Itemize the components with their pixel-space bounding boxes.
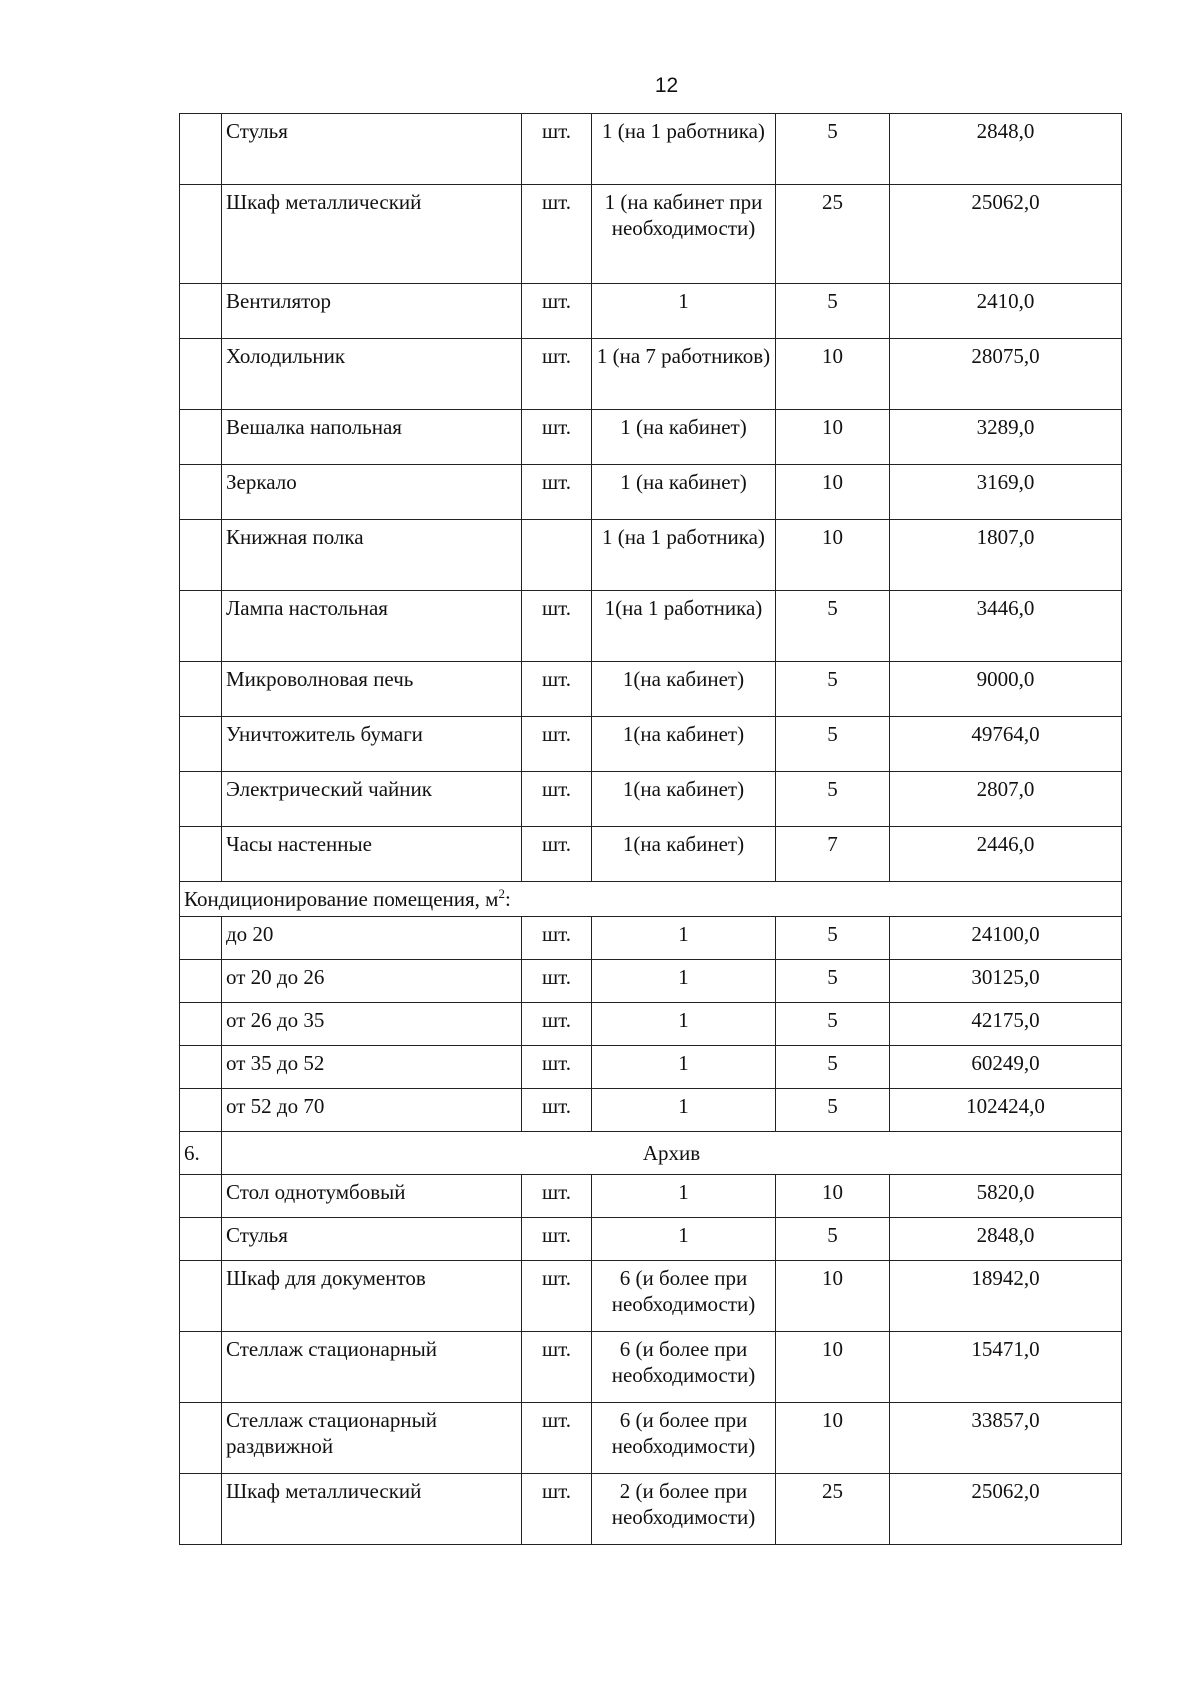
item-name: от 26 до 35 <box>222 1003 522 1046</box>
item-name: Шкаф металлический <box>222 185 522 284</box>
item-service-life: 5 <box>776 917 890 960</box>
table-row <box>180 520 1122 591</box>
equipment-table <box>179 113 1122 1545</box>
item-norm: 1 <box>592 1218 776 1261</box>
item-service-life: 5 <box>776 662 890 717</box>
item-unit: шт. <box>522 917 592 960</box>
item-name: Стулья <box>222 114 522 185</box>
item-price: 9000,0 <box>890 662 1122 717</box>
item-name: Шкаф для документов <box>222 1261 522 1332</box>
table-row <box>180 410 1122 465</box>
item-price: 3169,0 <box>890 465 1122 520</box>
item-price: 2807,0 <box>890 772 1122 827</box>
item-norm: 2 (и более при необходимости) <box>592 1474 776 1545</box>
item-norm: 1(на кабинет) <box>592 772 776 827</box>
item-price: 3289,0 <box>890 410 1122 465</box>
item-name: Зеркало <box>222 465 522 520</box>
item-service-life: 5 <box>776 284 890 339</box>
table-row <box>180 185 1122 284</box>
item-unit: шт. <box>522 1332 592 1403</box>
row-number-cell <box>180 717 222 772</box>
item-unit: шт. <box>522 827 592 882</box>
item-unit: шт. <box>522 410 592 465</box>
row-number-cell <box>180 1175 222 1218</box>
table-row <box>180 591 1122 662</box>
row-number-cell <box>180 1089 222 1132</box>
item-unit: шт. <box>522 284 592 339</box>
row-number-cell <box>180 772 222 827</box>
row-number-cell <box>180 284 222 339</box>
item-norm: 6 (и более при необходимости) <box>592 1261 776 1332</box>
item-norm: 1(на кабинет) <box>592 662 776 717</box>
row-number-cell <box>180 960 222 1003</box>
item-service-life: 10 <box>776 1332 890 1403</box>
table-row <box>180 284 1122 339</box>
item-name: Стеллаж стационарный раздвижной <box>222 1403 522 1474</box>
item-service-life: 5 <box>776 772 890 827</box>
item-service-life: 10 <box>776 465 890 520</box>
item-price: 24100,0 <box>890 917 1122 960</box>
item-unit: шт. <box>522 1218 592 1261</box>
item-name: от 52 до 70 <box>222 1089 522 1132</box>
item-unit: шт. <box>522 1089 592 1132</box>
item-unit: шт. <box>522 662 592 717</box>
item-name: Электрический чайник <box>222 772 522 827</box>
conditioning-heading-row <box>180 882 1122 917</box>
item-unit: шт. <box>522 717 592 772</box>
item-service-life: 10 <box>776 520 890 591</box>
row-number-cell <box>180 1403 222 1474</box>
item-service-life: 5 <box>776 1089 890 1132</box>
item-norm: 1 <box>592 1046 776 1089</box>
item-price: 2848,0 <box>890 114 1122 185</box>
item-name: от 35 до 52 <box>222 1046 522 1089</box>
item-service-life: 5 <box>776 1218 890 1261</box>
table-row <box>180 1403 1122 1474</box>
row-number-cell <box>180 591 222 662</box>
item-price: 2848,0 <box>890 1218 1122 1261</box>
item-service-life: 10 <box>776 1261 890 1332</box>
row-number-cell <box>180 827 222 882</box>
item-unit: шт. <box>522 1261 592 1332</box>
item-name: Микроволновая печь <box>222 662 522 717</box>
item-price: 1807,0 <box>890 520 1122 591</box>
item-name: Шкаф металлический <box>222 1474 522 1545</box>
row-number-cell <box>180 339 222 410</box>
item-unit: шт. <box>522 339 592 410</box>
item-name: Вешалка напольная <box>222 410 522 465</box>
page-number: 12 <box>654 74 679 97</box>
item-price: 30125,0 <box>890 960 1122 1003</box>
item-price: 25062,0 <box>890 1474 1122 1545</box>
item-unit: шт. <box>522 1175 592 1218</box>
item-price: 42175,0 <box>890 1003 1122 1046</box>
item-price: 2446,0 <box>890 827 1122 882</box>
item-price: 28075,0 <box>890 339 1122 410</box>
row-number-cell <box>180 520 222 591</box>
section-number: 6. <box>180 1132 222 1175</box>
item-norm: 1(на кабинет) <box>592 717 776 772</box>
item-service-life: 10 <box>776 410 890 465</box>
row-number-cell <box>180 185 222 284</box>
item-name: Вентилятор <box>222 284 522 339</box>
row-number-cell <box>180 917 222 960</box>
item-norm: 1(на 1 работника) <box>592 591 776 662</box>
item-unit: шт. <box>522 1046 592 1089</box>
item-norm: 1 <box>592 284 776 339</box>
table-row <box>180 772 1122 827</box>
item-norm: 6 (и более при необходимости) <box>592 1403 776 1474</box>
row-number-cell <box>180 465 222 520</box>
conditioning-heading-suffix: : <box>504 887 511 911</box>
item-price: 5820,0 <box>890 1175 1122 1218</box>
table-row <box>180 1175 1122 1218</box>
table-row <box>180 1046 1122 1089</box>
item-name: Уничтожитель бумаги <box>222 717 522 772</box>
conditioning-heading-sup: 2 <box>498 886 505 901</box>
table-row <box>180 339 1122 410</box>
item-price: 18942,0 <box>890 1261 1122 1332</box>
row-number-cell <box>180 114 222 185</box>
item-price: 33857,0 <box>890 1403 1122 1474</box>
conditioning-heading-text: Кондиционирование помещения, м <box>184 887 499 911</box>
table-row <box>180 917 1122 960</box>
table-row <box>180 1003 1122 1046</box>
item-price: 2410,0 <box>890 284 1122 339</box>
item-unit: шт. <box>522 114 592 185</box>
row-number-cell <box>180 1261 222 1332</box>
item-norm: 1(на кабинет) <box>592 827 776 882</box>
item-unit: шт. <box>522 772 592 827</box>
item-service-life: 10 <box>776 339 890 410</box>
item-service-life: 5 <box>776 1046 890 1089</box>
item-norm: 1 <box>592 1089 776 1132</box>
item-unit: шт. <box>522 591 592 662</box>
item-name: Холодильник <box>222 339 522 410</box>
item-price: 25062,0 <box>890 185 1122 284</box>
item-name: до 20 <box>222 917 522 960</box>
item-unit: шт. <box>522 1403 592 1474</box>
item-price: 49764,0 <box>890 717 1122 772</box>
item-service-life: 25 <box>776 1474 890 1545</box>
row-number-cell <box>180 662 222 717</box>
item-service-life: 10 <box>776 1175 890 1218</box>
item-name: Часы настенные <box>222 827 522 882</box>
table-row <box>180 1332 1122 1403</box>
item-norm: 1 <box>592 917 776 960</box>
row-number-cell <box>180 1474 222 1545</box>
table-row <box>180 717 1122 772</box>
item-service-life: 10 <box>776 1403 890 1474</box>
item-service-life: 5 <box>776 591 890 662</box>
table-row <box>180 1089 1122 1132</box>
row-number-cell <box>180 410 222 465</box>
item-name: Книжная полка <box>222 520 522 591</box>
item-name: Стеллаж стационарный <box>222 1332 522 1403</box>
item-name: Лампа настольная <box>222 591 522 662</box>
item-service-life: 5 <box>776 960 890 1003</box>
item-name: Стулья <box>222 1218 522 1261</box>
table-row <box>180 960 1122 1003</box>
table-row <box>180 1474 1122 1545</box>
row-number-cell <box>180 1332 222 1403</box>
table-row <box>180 465 1122 520</box>
item-unit: шт. <box>522 1474 592 1545</box>
item-unit <box>522 520 592 591</box>
item-service-life: 5 <box>776 1003 890 1046</box>
item-norm: 1 (на 1 работника) <box>592 114 776 185</box>
table-row <box>180 827 1122 882</box>
section-title: Архив <box>222 1132 1122 1175</box>
row-number-cell <box>180 1218 222 1261</box>
table-row <box>180 662 1122 717</box>
item-name: Стол однотумбовый <box>222 1175 522 1218</box>
item-service-life: 5 <box>776 114 890 185</box>
item-unit: шт. <box>522 185 592 284</box>
conditioning-heading <box>180 882 1122 917</box>
item-norm: 6 (и более при необходимости) <box>592 1332 776 1403</box>
item-norm: 1 (на кабинет) <box>592 410 776 465</box>
item-norm: 1 <box>592 1003 776 1046</box>
item-price: 60249,0 <box>890 1046 1122 1089</box>
item-norm: 1 <box>592 960 776 1003</box>
item-norm: 1 (на кабинет при необходимости) <box>592 185 776 284</box>
item-norm: 1 (на 7 работников) <box>592 339 776 410</box>
item-price: 102424,0 <box>890 1089 1122 1132</box>
item-price: 15471,0 <box>890 1332 1122 1403</box>
table-row <box>180 114 1122 185</box>
row-number-cell <box>180 1046 222 1089</box>
item-unit: шт. <box>522 465 592 520</box>
item-norm: 1 <box>592 1175 776 1218</box>
item-norm: 1 (на 1 работника) <box>592 520 776 591</box>
item-service-life: 5 <box>776 717 890 772</box>
table-row <box>180 1261 1122 1332</box>
item-name: от 20 до 26 <box>222 960 522 1003</box>
item-service-life: 7 <box>776 827 890 882</box>
item-unit: шт. <box>522 1003 592 1046</box>
item-service-life: 25 <box>776 185 890 284</box>
table-row <box>180 1218 1122 1261</box>
row-number-cell <box>180 1003 222 1046</box>
item-norm: 1 (на кабинет) <box>592 465 776 520</box>
item-unit: шт. <box>522 960 592 1003</box>
archive-section-row <box>180 1132 1122 1175</box>
item-price: 3446,0 <box>890 591 1122 662</box>
